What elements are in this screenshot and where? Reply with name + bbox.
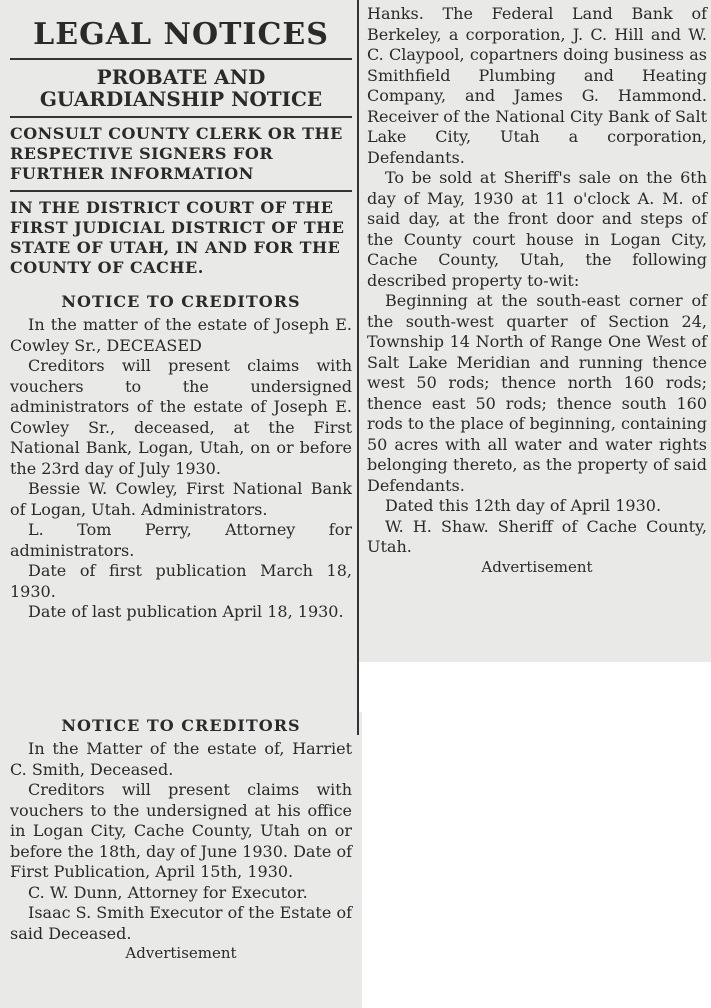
divider bbox=[10, 58, 352, 60]
notice-paragraph: Date of first publication March 18, 1930. bbox=[10, 561, 352, 601]
advertisement-label: Advertisement bbox=[481, 557, 593, 576]
notice-paragraph: Beginning at the south-east corner of the south-west quarter of Section 24, Township 14 North of Range One West of Salt Lake Meridian and running thence west 50 rods; thence north 160 rods; thence east 50 rods; thence south 160 rods to the place of beginning, containing 50 acres with all water and water rights belonging thereto, as the property of said Defendants. bbox=[367, 291, 707, 495]
notice-paragraph: Date of last publication April 18, 1930. bbox=[28, 602, 344, 621]
divider bbox=[10, 116, 352, 118]
notice-title: NOTICE TO CREDITORS bbox=[61, 716, 301, 735]
notice-paragraph: Bessie W. Cowley, First National Bank of Logan, Utah. Administrators. bbox=[10, 479, 352, 519]
advertisement-label: Advertisement bbox=[125, 944, 237, 962]
notice-paragraph: To be sold at Sheriff's sale on the 6th day of May, 1930 at 11 o'clock A. M. of said day, at the front door and steps of the County court house in Logan City, Cache County, Utah, the following described property to-wit: bbox=[367, 168, 707, 290]
page-title: LEGAL NOTICES bbox=[33, 17, 329, 52]
court-heading: IN THE DISTRICT COURT OF THE FIRST JUDICIAL DISTRICT OF THE STATE OF UTAH, IN AND FOR THE COUNTY OF CACHE. bbox=[10, 198, 345, 277]
notice-paragraph: Dated this 12th day of April 1930. bbox=[385, 496, 662, 515]
notice-title: NOTICE TO CREDITORS bbox=[61, 292, 301, 311]
column-rule bbox=[357, 0, 359, 735]
section-heading: PROBATE AND GUARDIANSHIP NOTICE bbox=[39, 65, 323, 111]
divider bbox=[10, 190, 352, 192]
left-column bbox=[10, 18, 352, 623]
notice-paragraph: Creditors will present claims with vouchers to the undersigned administrators of the estate of Joseph E. Cowley Sr., deceased, at the First National Bank, Logan, Utah, on or before the 23rd day of July 1930. bbox=[10, 356, 352, 478]
notice-paragraph: C. W. Dunn, Attorney for Executor. bbox=[28, 882, 308, 902]
notice-paragraph: In the matter of the estate of Joseph E. Cowley Sr., DECEASED bbox=[10, 315, 352, 355]
right-column bbox=[367, 4, 707, 576]
notice-paragraph: Isaac S. Smith Executor of the Estate of said Deceased. bbox=[10, 903, 352, 943]
notice-paragraph: Creditors will present claims with vouchers to the undersigned at his office in Logan City, Cache County, Utah on or before the 18th, day of June 1930. Date of First Publication, April 15th, 1930. bbox=[10, 780, 352, 881]
notice-paragraph: Hanks. The Federal Land Bank of Berkeley, a corporation, J. C. Hill and W. C. Claypool, copartners doing business as Smithfield Plumbing and Heating Company, and James G. Hammond. Receiver of the National City Bank of Salt Lake City, Utah a corporation, Defendants. bbox=[367, 4, 707, 167]
consult-note: CONSULT COUNTY CLERK OR THE RESPECTIVE SIGNERS FOR FURTHER INFORMATION bbox=[10, 124, 343, 183]
left-column-lower bbox=[10, 716, 352, 962]
notice-paragraph: W. H. Shaw. Sheriff of Cache County, Utah. bbox=[367, 516, 707, 556]
notice-paragraph: L. Tom Perry, Attorney for administrators. bbox=[10, 520, 352, 560]
notice-paragraph: In the Matter of the estate of, Harriet C. Smith, Deceased. bbox=[10, 739, 352, 779]
